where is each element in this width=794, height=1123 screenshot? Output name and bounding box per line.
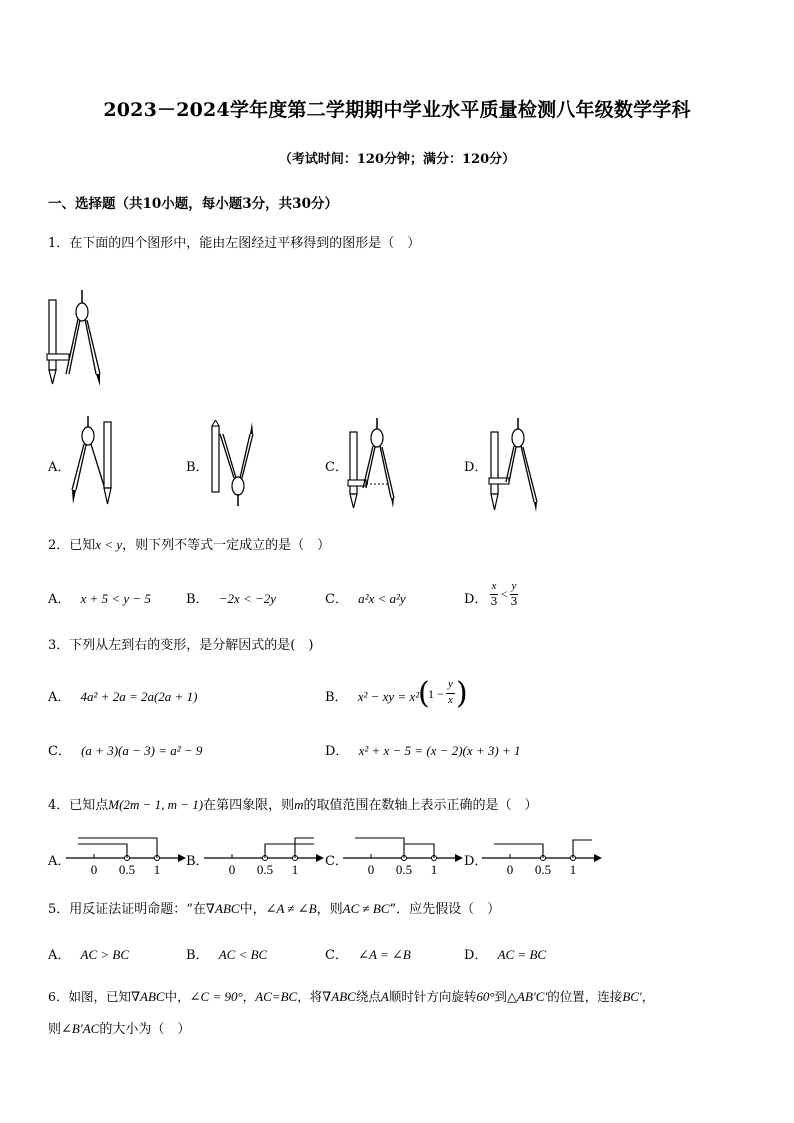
q5-option-d-expr: AC = BC [497,947,547,962]
q1-reference-compass-figure [44,290,108,390]
q6-text-line2-a: 则 [48,1022,62,1037]
q2-option-a[interactable] [48,588,151,607]
q1-option-b-label[interactable]: B． [186,460,209,475]
q6-triangle-2: ∇ABC [322,989,356,1004]
q1-option-d-figure [486,418,546,514]
exam-title: 2023－2024学年度第二学期期中学业水平质量检测八年级数学学科 [103,99,691,121]
q2-option-a-expr: x + 5 < y − 5 [80,591,151,606]
exam-subtitle: （考试时间：120分钟；满分：120分） [278,152,516,167]
q2-d-den-2: 3 [510,595,518,608]
q5-option-a[interactable] [48,944,129,963]
q6-asked-angle: ∠B′AC [61,1021,100,1036]
q4-c-tick-1: 1 [430,862,438,877]
q5-option-d-label: D． [464,948,488,963]
q6-image-triangle: △AB′C′ [507,989,548,1004]
q3-option-b-expr-left: x² − xy = x² [357,689,420,704]
q4-option-a-number-line [64,832,188,878]
q6-text-line2-b: 的大小为（ ） [99,1022,191,1037]
q2-d-relation: < [500,587,509,601]
q3-b-paren-close: ) [456,676,468,711]
q2-option-d[interactable] [464,588,487,607]
q4-option-c-number-line [341,832,465,878]
q2-option-b-label: B． [186,592,209,607]
q4-variable: m [294,797,304,812]
q5-condition: ∠A ≠ ∠B [265,901,317,916]
q4-d-tick-1: 1 [569,862,577,877]
q6-point: A [380,989,389,1004]
q4-point: M(2m − 1, m − 1) [108,797,204,812]
q5-option-c-label: C． [325,948,348,963]
q1-option-a-label[interactable]: A． [48,460,71,475]
q2-d-num-2: y [511,580,517,592]
q4-option-b-label[interactable]: B． [186,854,209,869]
q6-triangle: ∇ABC [130,989,165,1004]
q1-option-d-label[interactable]: D． [464,460,488,475]
q5-stem-a: 5．用反证法证明命题：“在 [48,902,206,917]
q4-stem-prefix: 4．已知点 [48,798,109,813]
q4-d-tick-0: 0 [506,862,514,877]
q3-option-a-label: A． [48,690,71,705]
q3-option-a[interactable] [48,686,197,705]
q3-option-d[interactable] [325,740,521,759]
q3-option-d-label: D． [325,744,349,759]
q6-text-c: ， [242,989,256,1004]
q4-b-tick-half: 0.5 [256,862,274,877]
q4-a-tick-1: 1 [153,862,161,877]
question-5-stem [48,899,500,920]
q3-option-a-expr: 4a² + 2a = 2a(2a + 1) [80,689,198,704]
q5-option-b-expr: AC < BC [218,947,268,962]
q6-rotation-angle: 60° [476,989,495,1004]
q3-option-c[interactable] [48,740,202,759]
q5-option-c[interactable] [325,944,411,963]
q5-triangle: ∇ABC [205,901,240,916]
q3-option-b-label: B． [325,690,348,705]
q1-option-c-label[interactable]: C． [325,460,348,475]
q5-stem-c: ，则 [316,902,343,917]
q2-stem-suffix: ，则下列不等式一定成立的是（ ） [122,538,331,553]
q4-option-a-label[interactable]: A． [48,854,71,869]
q6-text-d: ，将 [297,989,323,1004]
q6-text-e: 绕点 [355,989,381,1004]
q5-conclusion: AC ≠ BC [342,901,390,916]
q2-stem-prefix: 2．已知 [48,538,96,553]
q1-option-c-figure [345,418,401,510]
q2-option-b-expr: −2x < −2y [218,591,277,606]
q3-b-num: y [448,678,453,690]
q3-option-d-expr: x² + x − 5 = (x − 2)(x + 3) + 1 [358,743,521,758]
q5-option-b-label: B． [186,948,209,963]
q3-option-b[interactable] [325,686,419,705]
question-6-stem-line1 [48,987,654,1007]
q6-text-a: 6．如图，已知 [48,989,131,1004]
q3-option-c-label: C． [48,744,71,759]
q4-a-tick-half: 0.5 [118,862,136,877]
q4-option-b-number-line [202,832,326,878]
q2-option-d-fraction-expr [490,580,520,612]
q6-text-i: ， [641,989,655,1004]
q4-stem-suffix: 的取值范围在数轴上表示正确的是（ ） [303,798,538,813]
q5-option-d[interactable] [464,944,546,963]
q6-equal-sides: AC=BC [255,989,298,1004]
question-1-stem: 1．在下面的四个图形中，能由左图经过平移得到的图形是（ ） [48,236,421,251]
q5-stem-b: 中， [239,902,266,917]
q6-text-b: 中， [164,989,190,1004]
q2-option-c[interactable] [325,588,406,607]
q2-option-c-label: C． [325,592,348,607]
q6-segment: BC′ [622,989,642,1004]
q3-b-one-minus: 1 − [428,687,444,701]
q4-option-d-number-line [480,832,604,878]
question-3-stem: 3．下列从左到右的变形，是分解因式的是( ) [48,638,314,653]
q4-b-tick-0: 0 [228,862,236,877]
q5-option-a-label: A． [48,948,71,963]
q6-text-g: 到 [494,989,508,1004]
q2-d-num-1: x [491,580,497,592]
q2-option-a-label: A． [48,592,71,607]
q5-stem-d: ”．应先假设（ ） [389,902,501,917]
q2-condition: x < y [95,537,123,552]
q3-option-b-paren-expr [418,676,466,714]
q4-option-c-label[interactable]: C． [325,854,348,869]
q5-option-a-expr: AC > BC [80,947,130,962]
q3-option-c-expr: (a + 3)(a − 3) = a² − 9 [81,743,203,758]
q1-option-a-figure [68,416,128,508]
q6-text-f: 顺时针方向旋转 [388,989,477,1004]
q3-b-paren-open: ( [418,676,430,711]
q4-b-tick-1: 1 [291,862,299,877]
q4-c-tick-half: 0.5 [395,862,413,877]
question-2-stem [48,535,330,556]
q2-option-d-label: D． [464,592,488,607]
question-6-stem-line2 [48,1019,190,1040]
q2-d-den-1: 3 [490,595,498,608]
q5-option-c-expr: ∠A = ∠B [358,947,411,962]
q6-right-angle: ∠C = 90° [189,989,243,1004]
q3-b-den: x [448,694,453,706]
q2-option-b[interactable] [186,588,276,607]
q4-option-d-label[interactable]: D． [464,854,488,869]
q4-a-tick-0: 0 [90,862,98,877]
q4-d-tick-half: 0.5 [534,862,552,877]
q4-c-tick-0: 0 [367,862,375,877]
section-heading: 一、选择题（共10小题，每小题3分，共30分） [48,196,338,212]
q6-text-h: 的位置，连接 [547,989,623,1004]
q1-option-b-figure [206,420,266,512]
q4-stem-mid: 在第四象限，则 [203,798,295,813]
q2-option-c-expr: a²x < a²y [358,591,406,606]
question-4-stem [48,795,538,816]
q5-option-b[interactable] [186,944,267,963]
